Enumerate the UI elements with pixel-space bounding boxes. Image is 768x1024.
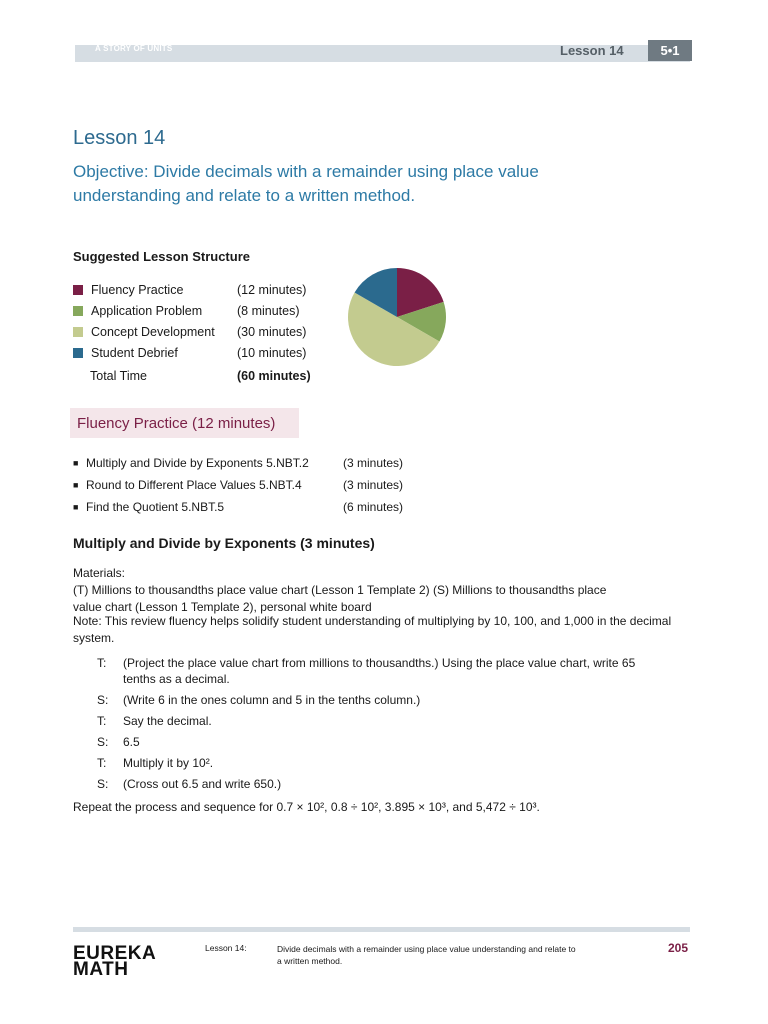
dialog-text: 6.5 [123, 735, 140, 749]
structure-item [73, 301, 300, 321]
swatch-application [73, 306, 83, 316]
section-heading: Multiply and Divide by Exponents (3 minutes) [73, 535, 375, 551]
structure-item-time: (12 minutes) [237, 283, 307, 297]
dialog-line [97, 692, 667, 708]
materials-text: (T) Millions to thousandths place value chart (Lesson 1 Template 2) (S) Millions to thousandths place value chart (Lesson 1 Template 2), personal white board [73, 583, 607, 614]
fluency-item-time: (3 minutes) [343, 456, 404, 470]
structure-item [73, 280, 306, 300]
swatch-debrief [73, 348, 83, 358]
structure-item-label: Concept Development [91, 325, 215, 339]
dialog-speaker: T: [97, 656, 107, 670]
total-time-label: Total Time [90, 369, 147, 383]
fluency-list-item [73, 454, 403, 472]
dialog-text: (Cross out 6.5 and write 650.) [123, 777, 282, 791]
fluency-item-label: Round to Different Place Values 5.NBT.4 [86, 478, 302, 492]
header-module-badge: 5•1 [648, 40, 692, 61]
total-time-row [90, 369, 311, 383]
structure-item-label: Application Problem [91, 304, 203, 318]
fluency-list-item [73, 498, 403, 516]
dialog-text: Multiply it by 10². [123, 756, 214, 770]
footer-lesson-label: Lesson 14: [205, 943, 247, 953]
page-title: Lesson 14 [73, 127, 166, 149]
dialog-text: (Write 6 in the ones column and 5 in the tenths column.) [123, 693, 421, 707]
dialog-speaker: S: [97, 693, 109, 707]
dialog-speaker: T: [97, 714, 107, 728]
lesson-structure-pie-chart [346, 266, 448, 368]
header-story-title: A STORY OF UNITS [95, 44, 173, 53]
swatch-fluency [73, 285, 83, 295]
bullet-icon: ■ [73, 502, 79, 512]
total-time-value: (60 minutes) [237, 369, 311, 383]
lesson-objective: Objective: Divide decimals with a remainder using place value understanding and relate to a written method. [73, 162, 539, 205]
materials-paragraph [73, 565, 683, 616]
bullet-icon: ■ [73, 458, 79, 468]
page-number: 205 [668, 941, 689, 955]
structure-item-label: Student Debrief [91, 346, 178, 360]
bullet-icon: ■ [73, 480, 79, 490]
dialog-line [97, 655, 667, 687]
fluency-item-label: Find the Quotient 5.NBT.5 [86, 500, 225, 514]
dialog-text: Say the decimal. [123, 714, 212, 728]
footer-objective: Divide decimals with a remainder using place value understanding and relate to a written method. [277, 944, 576, 966]
structure-heading: Suggested Lesson Structure [73, 249, 250, 264]
structure-item-time: (8 minutes) [237, 304, 300, 318]
dialog-line [97, 755, 667, 771]
logo-line-math: MATH [73, 959, 129, 980]
eureka-math-logo [73, 943, 157, 980]
structure-item-time: (30 minutes) [237, 325, 307, 339]
dialog-text: (Project the place value chart from millions to thousandths.) Using the place value chart, write 65 tenths as a decimal. [123, 656, 636, 686]
structure-item [73, 322, 306, 342]
structure-item-time: (10 minutes) [237, 346, 307, 360]
dialog-line [97, 713, 667, 729]
fluency-banner-label: Fluency Practice (12 minutes) [77, 414, 276, 432]
dialog-speaker: S: [97, 777, 109, 791]
dialog-line [97, 776, 667, 792]
logo-line-eureka: EUREKA [73, 943, 157, 964]
dialog-speaker: T: [97, 756, 107, 770]
swatch-concept [73, 327, 83, 337]
materials-label: Materials: [73, 566, 126, 580]
fluency-item-time: (6 minutes) [343, 500, 404, 514]
fluency-list-item [73, 476, 403, 494]
dialog-speaker: S: [97, 735, 109, 749]
structure-item-label: Fluency Practice [91, 283, 184, 297]
repeat-paragraph: Repeat the process and sequence for 0.7 × 10², 0.8 ÷ 10², 3.895 × 10³, and 5,472 ÷ 10³. [73, 800, 540, 814]
fluency-item-label: Multiply and Divide by Exponents 5.NBT.2 [86, 456, 309, 470]
structure-item [73, 343, 306, 363]
footer-rule [73, 927, 690, 932]
fluency-item-time: (3 minutes) [343, 478, 404, 492]
note-paragraph: Note: This review fluency helps solidify student understanding of multiplying by 10, 100, and 1,000 in the decimal system. [73, 614, 672, 645]
dialog-line [97, 734, 667, 750]
header-lesson-label: Lesson 14 [560, 43, 624, 58]
fluency-banner [70, 408, 299, 438]
